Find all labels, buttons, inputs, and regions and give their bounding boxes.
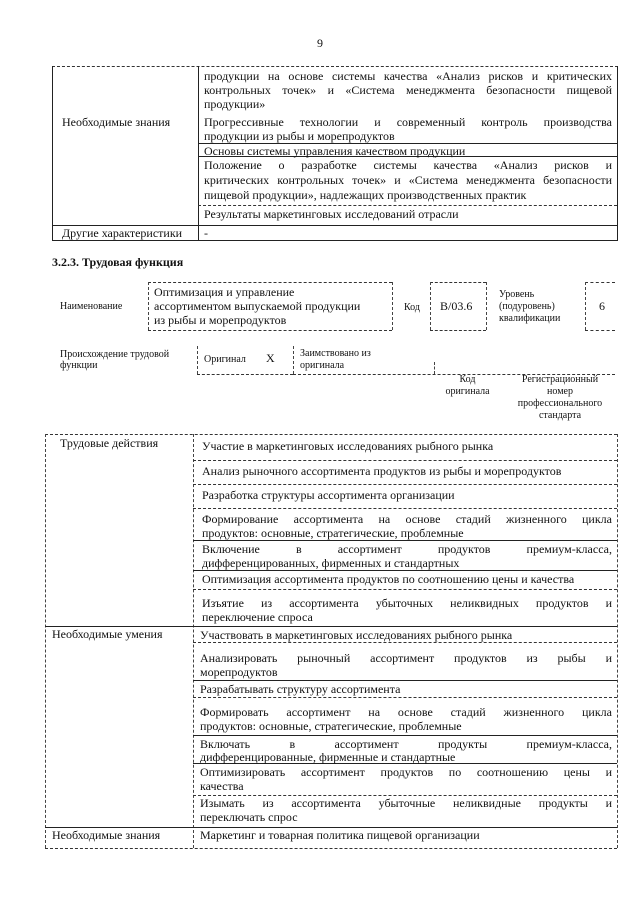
skill-line: Включать в ассортимент продукты премиум-класса, <box>200 737 612 751</box>
action-line: Формирование ассортимента на основе стадий жизненного цикла <box>202 512 612 526</box>
qualification-level: 6 <box>599 299 605 313</box>
origin-label: функции <box>60 360 98 371</box>
borrowed-label: Заимствовано из <box>300 348 371 359</box>
label-required-skills: Необходимые умения <box>52 627 163 641</box>
knowledge-line: Основы системы управления качеством продукции <box>204 144 466 158</box>
origin-label: Происхождение трудовой <box>60 349 170 360</box>
action-line: Включение в ассортимент продуктов премиум-класса, <box>202 542 612 556</box>
knowledge-line: Маркетинг и товарная политика пищевой организации <box>200 828 480 842</box>
original-label: Оригинал <box>204 354 246 365</box>
action-line: продуктов: основные, стратегические, проблемные <box>202 526 464 540</box>
knowledge-line: контрольных точек» и «Система менеджмента безопасности пищевой <box>204 83 612 97</box>
action-line: переключение спроса <box>202 610 313 624</box>
level-label: (подуровень) <box>499 301 555 312</box>
other-characteristics-value: - <box>204 226 208 240</box>
reg-number-caption: номер <box>547 386 573 397</box>
skill-line: дифференцированные, фирменные и стандартные <box>200 750 456 764</box>
label-knowledge-top: Необходимые знания <box>62 115 171 129</box>
action-line: Участие в маркетинговых исследованиях рыбного рынка <box>202 439 494 453</box>
original-mark: X <box>266 351 275 365</box>
level-label: квалификации <box>499 313 561 324</box>
code-origin-caption: Код <box>459 374 476 385</box>
knowledge-line: критических контрольных точек» и «Система менеджмента безопасности <box>204 173 612 187</box>
skill-line: продуктов: основные, стратегические, проблемные <box>200 719 462 733</box>
knowledge-line: продукции из рыбы и морепродуктов <box>204 129 395 143</box>
skill-line: качества <box>200 779 244 793</box>
skill-line: Участвовать в маркетинговых исследованиях рыбного рынка <box>200 628 513 642</box>
label-labor-actions: Трудовые действия <box>60 436 159 450</box>
skill-line: Анализировать рыночный ассортимент продуктов из рыбы и <box>200 651 612 665</box>
function-name-line: ассортиментом выпускаемой продукции <box>154 299 361 313</box>
knowledge-line: Положение о разработке системы качества «Анализ рисков и <box>204 158 612 172</box>
reg-number-caption: стандарта <box>538 410 582 421</box>
action-line: Изъятие из ассортимента убыточных неликвидных продуктов и <box>202 596 612 610</box>
level-label: Уровень <box>499 289 535 300</box>
skill-line: переключать спрос <box>200 810 298 824</box>
skill-line: Формировать ассортимент на основе стадий жизненного цикла <box>200 705 612 719</box>
code-origin-caption: оригинала <box>445 386 490 397</box>
name-label: Наименование <box>60 301 123 312</box>
action-line: Оптимизация ассортимента продуктов по соотношению цены и качества <box>202 572 575 586</box>
action-line: Анализ рыночного ассортимента продуктов из рыбы и морепродуктов <box>202 464 562 478</box>
skill-line: Изымать из ассортимента убыточные неликвидные продукты и <box>200 796 612 810</box>
action-line: дифференцированных, фирменных и стандартных <box>202 556 460 570</box>
function-code: B/03.6 <box>440 299 473 313</box>
code-label: Код <box>404 302 420 313</box>
label-required-knowledge: Необходимые знания <box>52 828 161 842</box>
section-title: 3.2.3. Трудовая функция <box>52 255 184 269</box>
page-number: 9 <box>317 36 323 50</box>
function-name-line: из рыбы и морепродуктов <box>154 313 287 327</box>
skill-line: Оптимизировать ассортимент продуктов по соотношению цены и <box>200 765 612 779</box>
skill-line: Разрабатывать структуру ассортимента <box>200 682 401 696</box>
knowledge-line: пищевой продукции», надлежащих производственных практик <box>204 188 527 202</box>
reg-number-caption: Регистрационный <box>521 374 599 385</box>
borrowed-label: оригинала <box>300 360 345 371</box>
knowledge-line: продукции» <box>204 97 266 111</box>
skill-line: морепродуктов <box>200 665 278 679</box>
knowledge-line: Результаты маркетинговых исследований отрасли <box>204 207 459 221</box>
reg-number-caption: профессионального <box>517 398 603 409</box>
knowledge-line: Прогрессивные технологии и современный контроль производства <box>204 115 612 129</box>
knowledge-line: продукции на основе системы качества «Анализ рисков и критических <box>204 69 612 83</box>
action-line: Разработка структуры ассортимента организации <box>202 488 455 502</box>
function-name-line: Оптимизация и управление <box>154 285 295 299</box>
label-other-characteristics: Другие характеристики <box>62 226 183 240</box>
